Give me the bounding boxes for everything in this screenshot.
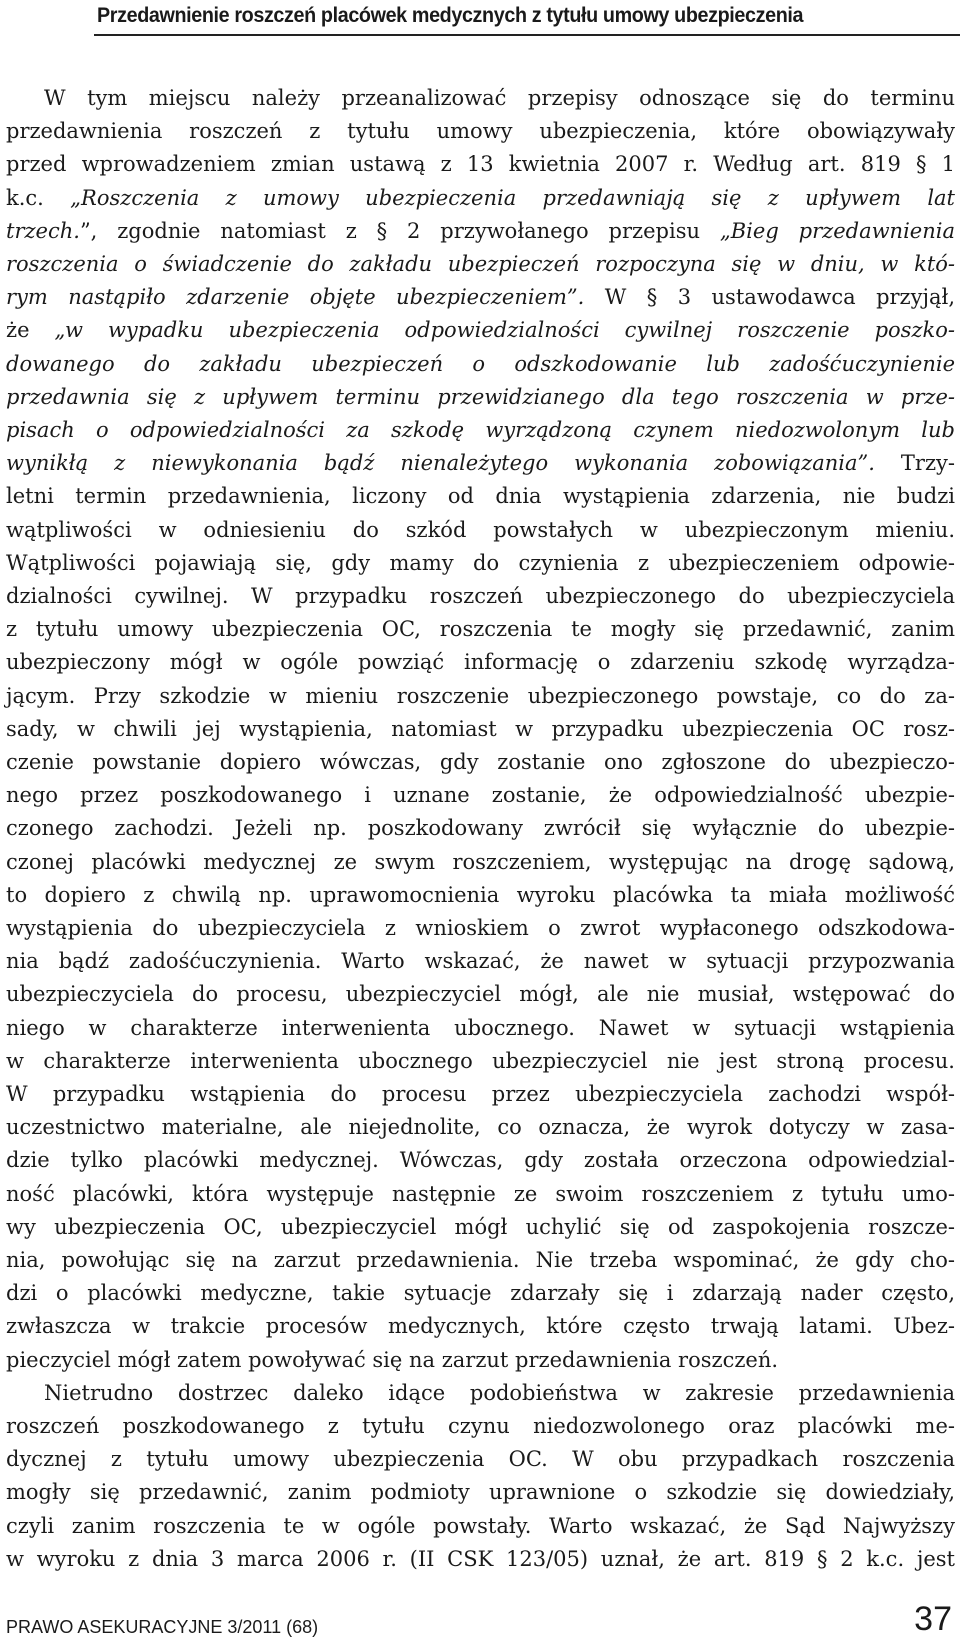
line-text: W § 3 ustawodawca przyjął,	[584, 285, 955, 310]
text-line	[6, 812, 955, 845]
italic-quote-text: roszczenia o świadczenie do zakładu ubezpieczeń rozpoczyna się w dniu, w któ-	[6, 252, 955, 276]
line-text: to dopiero z chwilą np. uprawomocnienia wyroku placówka ta miała możliwość	[6, 882, 955, 907]
text-line	[6, 713, 955, 746]
text-line	[6, 580, 955, 613]
text-line	[6, 1178, 955, 1211]
text-line	[6, 115, 955, 148]
text-line	[6, 1012, 955, 1045]
line-text: dzie tylko placówki medycznej. Wówczas, gdy została orzeczona odpowiedzial-	[6, 1148, 955, 1173]
text-line	[6, 547, 955, 580]
italic-quote-text: trzech.	[6, 218, 80, 243]
text-line	[6, 381, 955, 414]
text-line	[6, 912, 955, 945]
text-line	[6, 1410, 955, 1443]
line-text: zwłaszcza w trakcie procesów medycznych, które często trwają latami. Ubez-	[6, 1314, 955, 1339]
italic-quote-text: wynikłą z niewykonania bądź nienależytego wykonania zobowiązania”.	[6, 451, 875, 476]
line-text: ubezpieczyciela do procesu, ubezpieczyciel mógł, ale nie musiał, wstępować do	[6, 982, 955, 1007]
text-line	[6, 1244, 955, 1277]
italic-quote-text: „w wypadku ubezpieczenia odpowiedzialności cywilnej roszczenie poszko-	[54, 318, 955, 343]
line-text: roszczeń poszkodowanego z tytułu czynu niedozwolonego oraz placówki me-	[6, 1414, 955, 1438]
line-text: mogły się przedawnić, zanim podmioty uprawnione o szkodzie się dowiedziały,	[6, 1480, 955, 1505]
running-title: Przedawnienie roszczeń placówek medycznych z tytułu umowy ubezpieczenia	[97, 4, 804, 27]
line-text: uczestnictwo materialne, ale niejednolite, co oznacza, że wyrok dotyczy w zasa-	[6, 1115, 955, 1140]
line-text: w charakterze interwenienta ubocznego ubezpieczyciel nie jest stroną procesu.	[6, 1048, 955, 1073]
line-text: nego przez poszkodowanego i uznane zostanie, że odpowiedzialność ubezpie-	[6, 783, 955, 808]
text-line	[6, 1510, 955, 1543]
line-text: niego w charakterze interwenienta ubocznego. Nawet w sytuacji wstąpienia	[6, 1015, 955, 1040]
line-text: przedawnienia roszczeń z tytułu umowy ubezpieczenia, które obowiązywały	[6, 119, 955, 144]
text-line	[6, 646, 955, 679]
line-text: czonej placówki medycznej ze swym roszczeniem, występując na drogę sądową,	[6, 849, 955, 874]
italic-quote-text: pisach o odpowiedzialności za szkodę wyrządzoną czynem niedozwolonym lub	[6, 418, 955, 442]
italic-quote-text: „Roszczenia z umowy ubezpieczenia przedawniają się z upływem lat	[70, 185, 955, 210]
line-text: jącym. Przy szkodzie w mieniu roszczenie ubezpieczonego powstaje, co do za-	[6, 683, 955, 708]
line-text: pieczyciel mógł zatem powoływać się na zarzut przedawnienia roszczeń.	[6, 1347, 779, 1372]
text-line	[6, 1078, 955, 1111]
text-line	[6, 480, 955, 513]
line-text: letni termin przedawnienia, liczony od dnia wystąpienia zdarzenia, nie budzi	[6, 484, 955, 509]
line-text: wystąpienia do ubezpieczyciela z wnioskiem o zwrot wypłaconego odszkodowa-	[6, 916, 955, 940]
text-line	[44, 1377, 955, 1410]
text-line	[6, 447, 955, 480]
italic-quote-text: dowanego do zakładu ubezpieczeń o odszkodowanie lub zadośćuczynienie	[6, 351, 955, 376]
line-text: czonego zachodzi. Jeżeli np. poszkodowany zwrócił się wyłącznie do ubezpie-	[6, 816, 955, 841]
italic-quote-text: „Bieg przedawnienia	[719, 218, 955, 243]
line-text: nia, powołując się na zarzut przedawnienia. Nie trzeba wspominać, że gdy cho-	[6, 1248, 955, 1272]
text-line	[6, 978, 955, 1011]
line-text: ubezpieczony mógł w ogóle powziąć informację o zdarzeniu szkodę wyrządza-	[6, 650, 955, 675]
line-text: dycznej z tytułu umowy ubezpieczenia OC. W obu przypadkach roszczenia	[6, 1447, 955, 1472]
line-text: z tytułu umowy ubezpieczenia OC, roszczenia te mogły się przedawnić, zanim	[6, 617, 955, 642]
text-line	[6, 314, 955, 347]
text-line	[6, 1443, 955, 1476]
line-text: Nietrudno dostrzec daleko idące podobieństwa w zakresie przedawnienia	[44, 1380, 955, 1405]
line-text: nia bądź zadośćuczynienia. Warto wskazać, że nawet w sytuacji przypozwania	[6, 949, 955, 974]
text-line	[6, 1111, 955, 1144]
text-line	[6, 182, 955, 215]
text-line	[6, 879, 955, 912]
text-line	[6, 514, 955, 547]
line-text: że	[6, 318, 55, 343]
text-line	[6, 1144, 955, 1177]
line-text: k.c.	[6, 185, 71, 210]
text-line	[6, 148, 955, 181]
text-line	[6, 846, 955, 879]
text-line	[6, 1344, 955, 1377]
text-line	[6, 945, 955, 978]
text-line	[6, 348, 955, 381]
line-text: przed wprowadzeniem zmian ustawą z 13 kwietnia 2007 r. Według art. 819 § 1	[6, 152, 955, 177]
text-line	[6, 1277, 955, 1310]
italic-quote-text: rym nastąpiło zdarzenie objęte ubezpieczeniem”.	[6, 285, 585, 310]
text-line	[6, 1310, 955, 1343]
journal-footer: PRAWO ASEKURACYJNE 3/2011 (68)	[6, 1617, 319, 1637]
line-text: ność placówki, która występuje następnie ze swoim roszczeniem z tytułu umo-	[6, 1181, 955, 1206]
line-text: Trzy-	[874, 451, 955, 476]
text-line	[6, 414, 955, 447]
line-text: sady, w chwili jej wystąpienia, natomiast w przypadku ubezpieczenia OC rosz-	[6, 716, 955, 741]
line-text: Wątpliwości pojawiają się, gdy mamy do czynienia z ubezpieczeniem odpowie-	[6, 550, 955, 575]
line-text: czyli zanim roszczenia te w ogóle powstały. Warto wskazać, że Sąd Najwyższy	[6, 1513, 955, 1538]
text-line	[6, 215, 955, 248]
text-line	[6, 746, 955, 779]
text-line	[6, 281, 955, 314]
line-text: dzialności cywilnej. W przypadku roszczeń ubezpieczonego do ubezpieczyciela	[6, 584, 955, 608]
line-text: w wyroku z dnia 3 marca 2006 r. (II CSK 123/05) uznał, że art. 819 § 2 k.c. jest	[6, 1546, 955, 1571]
text-line	[6, 248, 955, 281]
line-text: wątpliwości w odniesieniu do szkód powstałych w ubezpieczonym mieniu.	[6, 517, 955, 542]
text-line	[44, 82, 955, 115]
text-line	[6, 1476, 955, 1509]
line-text: ”, zgodnie natomiast z § 2 przywołanego przepisu	[79, 218, 720, 243]
text-line	[6, 1211, 955, 1244]
line-text: W przypadku wstąpienia do procesu przez ubezpieczyciela zachodzi współ-	[6, 1082, 955, 1106]
text-line	[6, 680, 955, 713]
italic-quote-text: przedawnia się z upływem terminu przewidzianego dla tego roszczenia w prze-	[6, 384, 955, 409]
text-line	[6, 1543, 955, 1576]
text-line	[6, 1045, 955, 1078]
page-number: 37	[914, 1600, 952, 1638]
line-text: czenie powstanie dopiero wówczas, gdy zostanie ono zgłoszone do ubezpieczo-	[6, 750, 955, 774]
text-line	[6, 779, 955, 812]
line-text: wy ubezpieczenia OC, ubezpieczyciel mógł uchylić się od zaspokojenia roszcze-	[6, 1214, 955, 1239]
page-header	[0, 0, 960, 40]
text-line	[6, 613, 955, 646]
line-text: dzi o placówki medyczne, takie sytuacje zdarzały się i zdarzają nader często,	[6, 1281, 955, 1306]
line-text: W tym miejscu należy przeanalizować przepisy odnoszące się do terminu	[44, 86, 955, 110]
header-rule	[94, 34, 960, 36]
